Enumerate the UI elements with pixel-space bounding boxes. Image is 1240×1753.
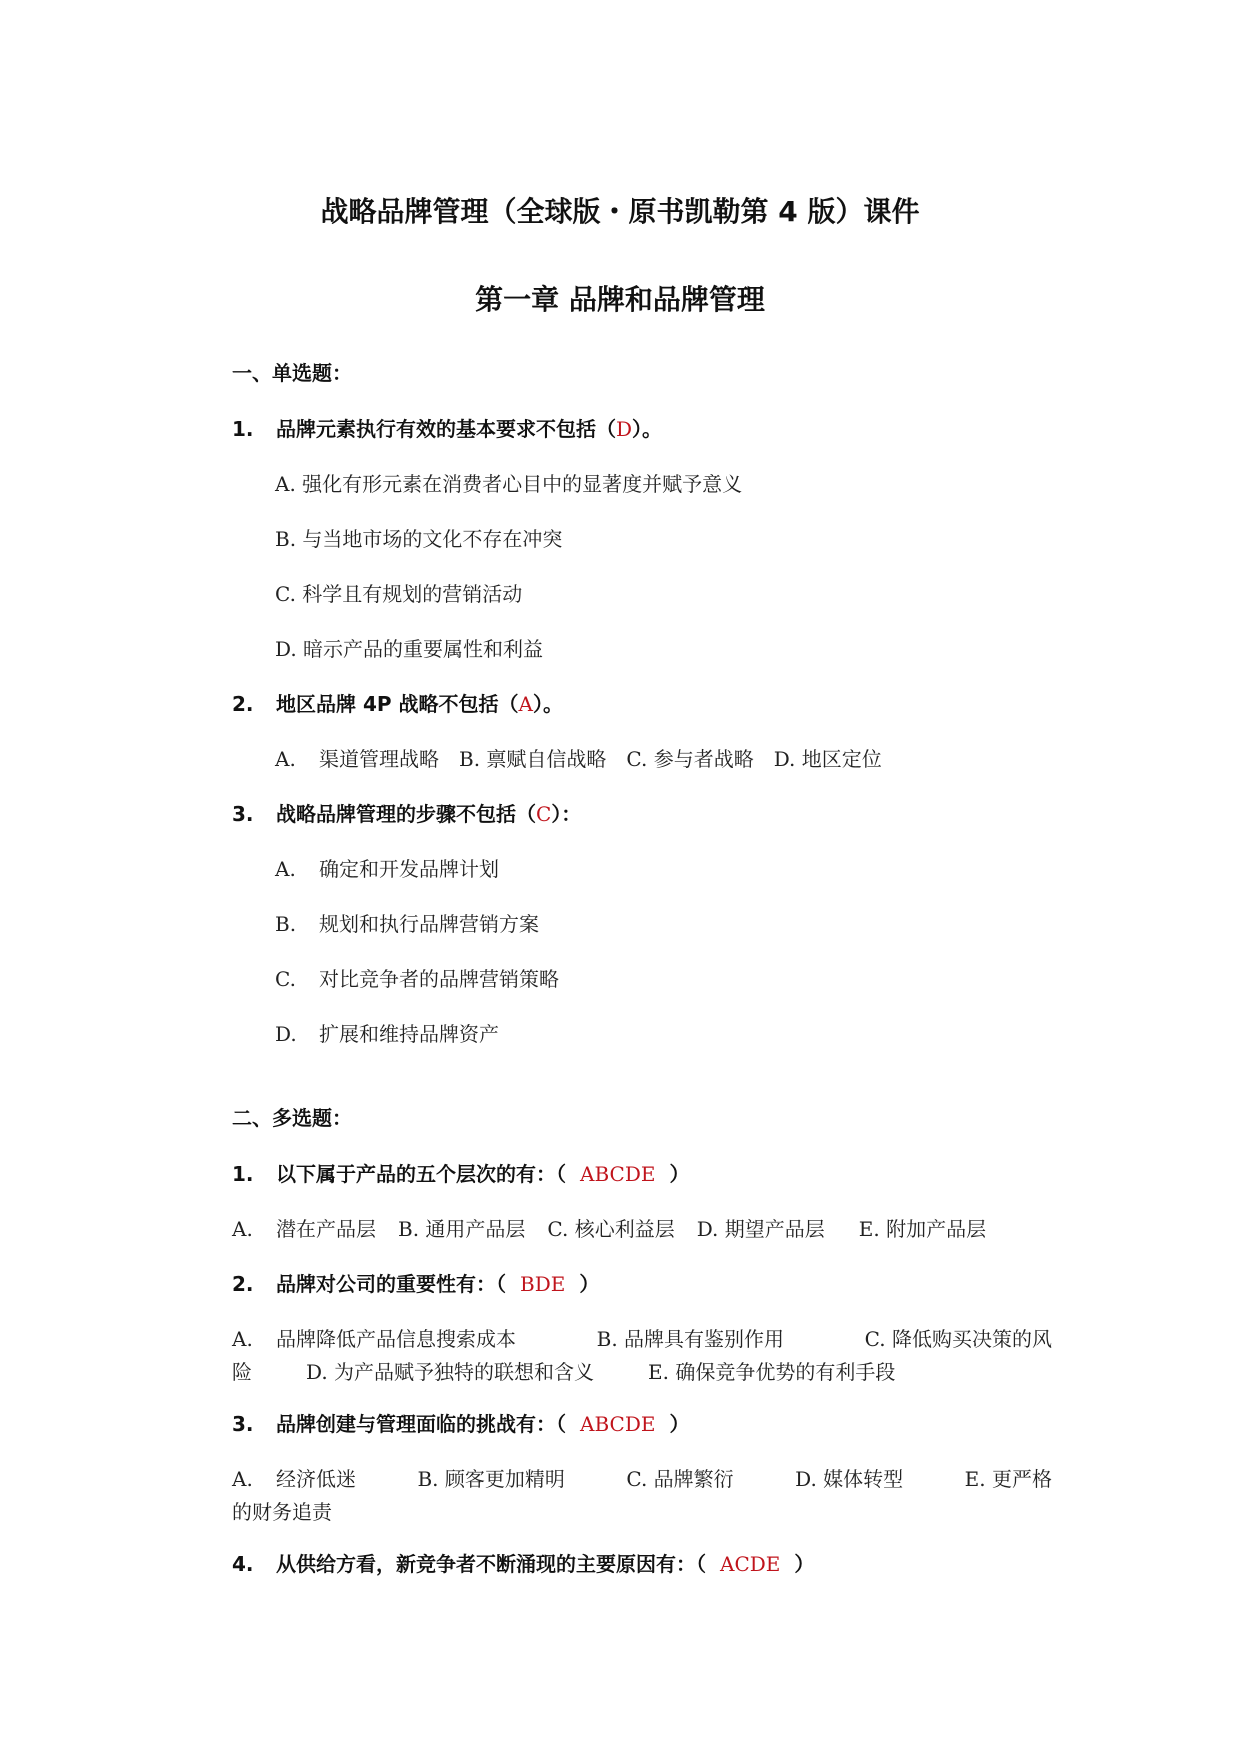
answer-key: C xyxy=(536,802,552,826)
question-number: 1. xyxy=(232,1162,254,1186)
answer-key: ABCDE xyxy=(580,1412,656,1436)
option-d: D. 为产品赋予独特的联想和含义 xyxy=(306,1360,595,1384)
option-b: B. 顾客更加精明 xyxy=(417,1467,565,1491)
options-line-1: A. 经济低迷 B. 顾客更加精明 C. 品牌繁衍 D. 媒体转型 E. 更严格 xyxy=(232,1463,1052,1492)
question-number: 3. xyxy=(232,1412,254,1436)
option-a-letter: A. xyxy=(275,747,296,771)
options-line-2: 的财务追责 xyxy=(232,1500,332,1524)
question-text-end: ）： xyxy=(551,802,582,826)
single-question-3 xyxy=(232,798,581,827)
question-text: 以下属于产品的五个层次的有：（ xyxy=(276,1162,566,1186)
question-text: 品牌创建与管理面临的挑战有：（ xyxy=(276,1412,566,1436)
document-title: 战略品牌管理（全球版・原书凯勒第 4 版）课件 xyxy=(320,195,920,228)
option-e: E. 更严格 xyxy=(964,1467,1052,1491)
option-a: 渠道管理战略 xyxy=(319,747,439,771)
option-c: C. 核心利益层 xyxy=(547,1217,675,1241)
options-block xyxy=(232,1323,1052,1385)
option-b: B. 规划和执行品牌营销方案 xyxy=(275,912,539,936)
option-c: C. 对比竞争者的品牌营销策略 xyxy=(275,967,559,991)
option-c: C. 科学且有规划的营销活动 xyxy=(275,582,523,606)
single-choice-heading: 一、单选题： xyxy=(232,361,352,385)
answer-key: D xyxy=(616,417,633,441)
question-text-end: ）。 xyxy=(632,417,663,441)
multi-question-4 xyxy=(232,1548,814,1577)
question-text-end: ）。 xyxy=(532,692,563,716)
question-number: 4. xyxy=(232,1552,254,1576)
question-text-end: ） xyxy=(794,1552,815,1576)
option-a: A. 强化有形元素在消费者心目中的显著度并赋予意义 xyxy=(275,472,743,496)
option-b: B. 通用产品层 xyxy=(398,1217,526,1241)
multi-choice-heading: 二、多选题： xyxy=(232,1106,352,1130)
question-number: 3. xyxy=(232,802,254,826)
options-block xyxy=(232,1463,1052,1525)
single-question-1 xyxy=(232,413,662,442)
question-text-end: ） xyxy=(669,1412,690,1436)
answer-key: ABCDE xyxy=(580,1162,656,1186)
question-text: 地区品牌 4P 战略不包括（ xyxy=(276,692,519,716)
question-text: 从供给方看，新竞争者不断涌现的主要原因有：（ xyxy=(276,1552,706,1576)
option-a-letter: A. xyxy=(232,1217,253,1241)
question-text-end: ） xyxy=(579,1272,600,1296)
option-b: B. 与当地市场的文化不存在冲突 xyxy=(275,527,563,551)
option-c: C. 降低购买决策的风 xyxy=(864,1327,1052,1351)
multi-question-3 xyxy=(232,1408,689,1437)
question-number: 1. xyxy=(232,417,254,441)
option-a: 品牌降低产品信息搜索成本 xyxy=(276,1327,516,1351)
option-e: E. 附加产品层 xyxy=(858,1217,987,1241)
option-a: 经济低迷 xyxy=(276,1467,356,1491)
question-text-end: ） xyxy=(669,1162,690,1186)
options-line-1: A. 品牌降低产品信息搜索成本 B. 品牌具有鉴别作用 C. 降低购买决策的风 xyxy=(232,1323,1052,1352)
option-c: C. 品牌繁衍 xyxy=(626,1467,734,1491)
question-text: 战略品牌管理的步骤不包括（ xyxy=(276,802,536,826)
option-a: A. 确定和开发品牌计划 xyxy=(275,857,499,881)
option-a: 潜在产品层 xyxy=(276,1217,376,1241)
question-number: 2. xyxy=(232,692,254,716)
option-e: E. 确保竞争优势的有利手段 xyxy=(648,1360,896,1384)
answer-key: A xyxy=(518,692,533,716)
chapter-title: 第一章 品牌和品牌管理 xyxy=(475,283,765,316)
option-c: C. 参与者战略 xyxy=(626,747,754,771)
options-line-2: 险 D. 为产品赋予独特的联想和含义 E. 确保竞争优势的有利手段 xyxy=(232,1360,896,1384)
question-text: 品牌元素执行有效的基本要求不包括（ xyxy=(276,417,616,441)
answer-key: ACDE xyxy=(720,1552,781,1576)
option-d: D. 扩展和维持品牌资产 xyxy=(275,1022,499,1046)
question-number: 2. xyxy=(232,1272,254,1296)
option-d: D. 媒体转型 xyxy=(795,1467,904,1491)
options-inline xyxy=(275,743,882,772)
question-text: 品牌对公司的重要性有：（ xyxy=(276,1272,506,1296)
option-d: D. 期望产品层 xyxy=(696,1217,825,1241)
answer-key: BDE xyxy=(520,1272,566,1296)
options-inline xyxy=(232,1213,986,1242)
option-b: B. 禀赋自信战略 xyxy=(459,747,607,771)
single-question-2 xyxy=(232,688,563,717)
option-d: D. 地区定位 xyxy=(773,747,882,771)
multi-question-1 xyxy=(232,1158,689,1187)
option-b: B. 品牌具有鉴别作用 xyxy=(596,1327,785,1351)
option-d: D. 暗示产品的重要属性和利益 xyxy=(275,637,544,661)
multi-question-2 xyxy=(232,1268,599,1297)
